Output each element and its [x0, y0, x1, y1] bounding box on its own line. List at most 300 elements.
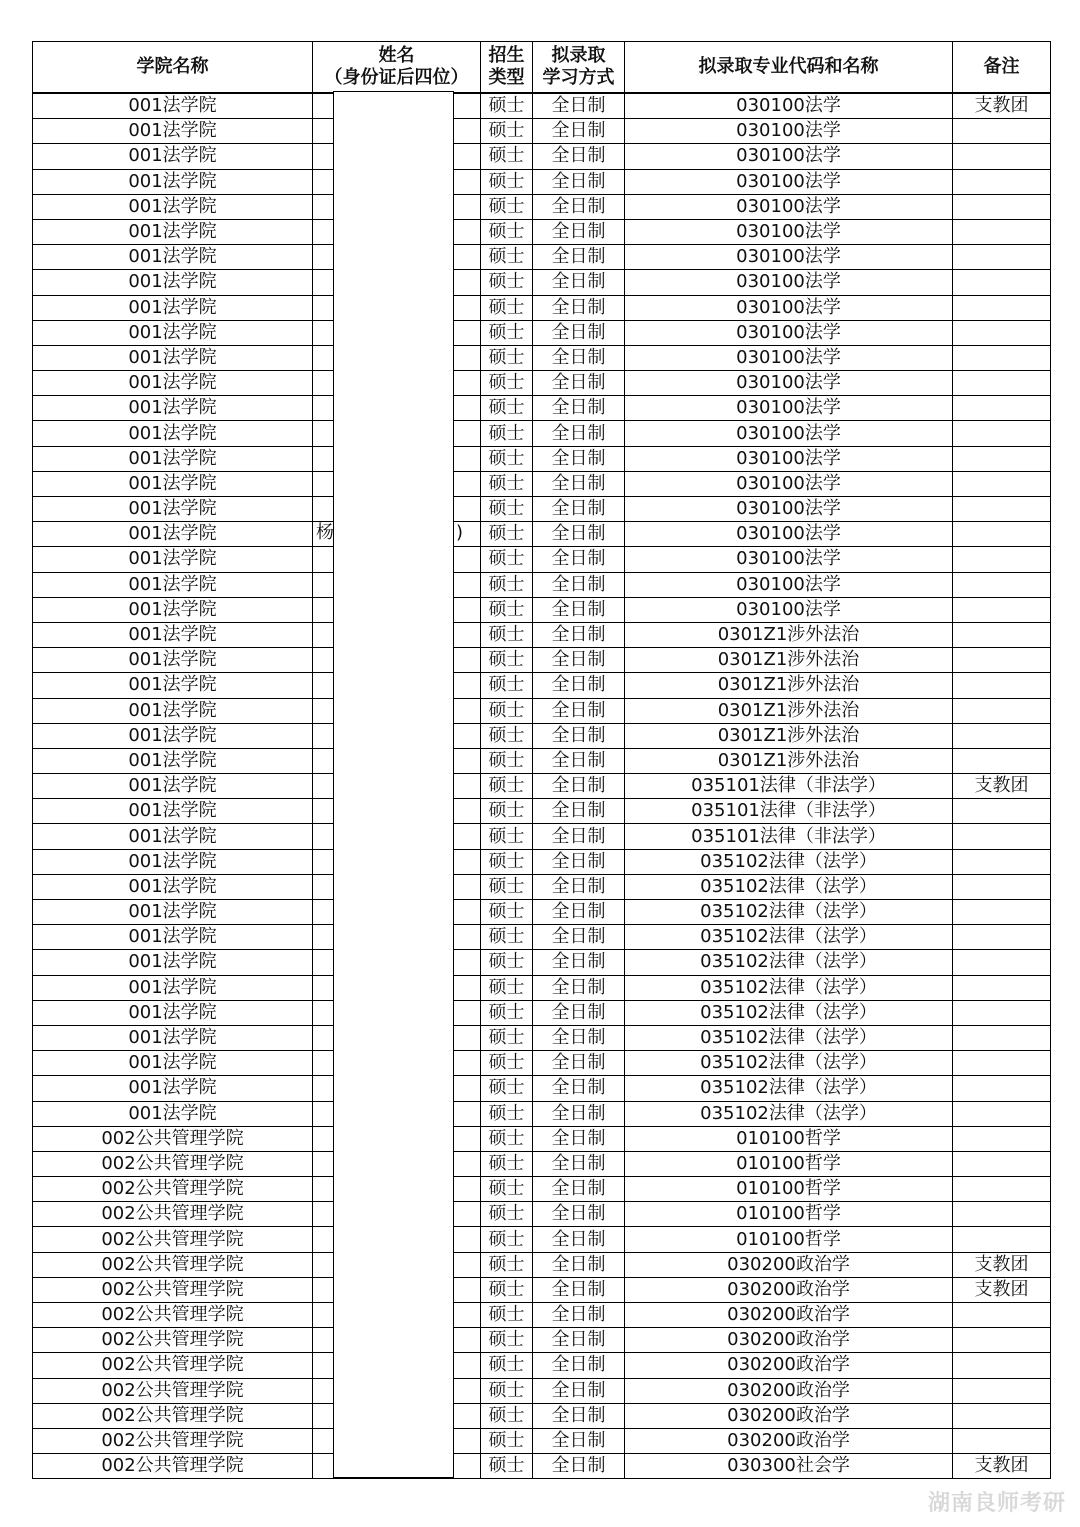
- table-row: [33, 1454, 1051, 1479]
- table-row: [33, 1000, 1051, 1025]
- cell-type: 硕士: [481, 1378, 533, 1403]
- cell-major: 030200政治学: [625, 1403, 953, 1428]
- cell-college: 001法学院: [33, 320, 313, 345]
- table-row: [33, 1378, 1051, 1403]
- table-row: [33, 1303, 1051, 1328]
- header-note: 备注: [953, 42, 1051, 94]
- header-mode: [533, 42, 625, 94]
- cell-college: 002公共管理学院: [33, 1428, 313, 1453]
- cell-mode: 全日制: [533, 1252, 625, 1277]
- table-row: [33, 119, 1051, 144]
- cell-mode: 全日制: [533, 1000, 625, 1025]
- table-row: [33, 219, 1051, 244]
- cell-note: [953, 1025, 1051, 1050]
- cell-college: 001法学院: [33, 698, 313, 723]
- cell-note: [953, 925, 1051, 950]
- cell-college: 002公共管理学院: [33, 1126, 313, 1151]
- cell-major: 030200政治学: [625, 1353, 953, 1378]
- cell-college: 001法学院: [33, 622, 313, 647]
- table-row: [33, 169, 1051, 194]
- cell-major: 0301Z1涉外法治: [625, 748, 953, 773]
- cell-major: 010100哲学: [625, 1126, 953, 1151]
- table-row: [33, 1403, 1051, 1428]
- table-row: [33, 622, 1051, 647]
- cell-major: 0301Z1涉外法治: [625, 622, 953, 647]
- cell-note: [953, 698, 1051, 723]
- cell-major: 035102法律（法学）: [625, 925, 953, 950]
- cell-major: 030200政治学: [625, 1428, 953, 1453]
- cell-type: 硕士: [481, 698, 533, 723]
- cell-type: 硕士: [481, 849, 533, 874]
- cell-note: 支教团: [953, 1454, 1051, 1479]
- cell-mode: 全日制: [533, 1101, 625, 1126]
- cell-college: 001法学院: [33, 975, 313, 1000]
- cell-note: [953, 245, 1051, 270]
- cell-type: 硕士: [481, 1353, 533, 1378]
- cell-mode: 全日制: [533, 799, 625, 824]
- cell-mode: 全日制: [533, 421, 625, 446]
- cell-note: [953, 1177, 1051, 1202]
- cell-note: [953, 194, 1051, 219]
- cell-mode: 全日制: [533, 396, 625, 421]
- name-fragment: 杨: [316, 522, 334, 543]
- cell-note: [953, 874, 1051, 899]
- cell-type: 硕士: [481, 1151, 533, 1176]
- cell-major: 030300社会学: [625, 1454, 953, 1479]
- cell-college: 001法学院: [33, 371, 313, 396]
- cell-major: 030100法学: [625, 93, 953, 119]
- cell-college: 001法学院: [33, 522, 313, 547]
- table-row: [33, 1101, 1051, 1126]
- table-row: [33, 799, 1051, 824]
- cell-major: 035102法律（法学）: [625, 1025, 953, 1050]
- cell-major: 030100法学: [625, 396, 953, 421]
- cell-type: 硕士: [481, 673, 533, 698]
- cell-mode: 全日制: [533, 1303, 625, 1328]
- cell-major: 010100哲学: [625, 1227, 953, 1252]
- cell-college: 001法学院: [33, 421, 313, 446]
- table-row: [33, 673, 1051, 698]
- cell-college: 001法学院: [33, 471, 313, 496]
- cell-major: 030100法学: [625, 270, 953, 295]
- cell-major: 030100法学: [625, 497, 953, 522]
- table-row: [33, 1025, 1051, 1050]
- cell-type: 硕士: [481, 1000, 533, 1025]
- cell-type: 硕士: [481, 446, 533, 471]
- header-type: [481, 42, 533, 94]
- cell-type: 硕士: [481, 320, 533, 345]
- cell-mode: 全日制: [533, 824, 625, 849]
- cell-major: 030100法学: [625, 421, 953, 446]
- cell-note: [953, 1000, 1051, 1025]
- cell-college: 002公共管理学院: [33, 1177, 313, 1202]
- cell-college: 002公共管理学院: [33, 1353, 313, 1378]
- cell-college: 001法学院: [33, 597, 313, 622]
- cell-major: 030100法学: [625, 471, 953, 496]
- cell-major: 030100法学: [625, 446, 953, 471]
- cell-college: 001法学院: [33, 900, 313, 925]
- cell-mode: 全日制: [533, 1076, 625, 1101]
- table-row: [33, 1151, 1051, 1176]
- cell-mode: 全日制: [533, 471, 625, 496]
- cell-major: 030100法学: [625, 572, 953, 597]
- cell-major: 035102法律（法学）: [625, 849, 953, 874]
- cell-type: 硕士: [481, 1277, 533, 1302]
- cell-college: 001法学院: [33, 295, 313, 320]
- cell-college: 001法学院: [33, 497, 313, 522]
- cell-college: 001法学院: [33, 774, 313, 799]
- cell-mode: 全日制: [533, 648, 625, 673]
- cell-type: 硕士: [481, 748, 533, 773]
- cell-major: 030100法学: [625, 169, 953, 194]
- cell-note: [953, 446, 1051, 471]
- table-row: [33, 874, 1051, 899]
- table-row: [33, 446, 1051, 471]
- cell-college: 001法学院: [33, 93, 313, 119]
- cell-type: 硕士: [481, 497, 533, 522]
- cell-college: 001法学院: [33, 824, 313, 849]
- cell-type: 硕士: [481, 421, 533, 446]
- cell-major: 030100法学: [625, 345, 953, 370]
- cell-type: 硕士: [481, 1428, 533, 1453]
- cell-college: 002公共管理学院: [33, 1378, 313, 1403]
- cell-type: 硕士: [481, 345, 533, 370]
- cell-mode: 全日制: [533, 597, 625, 622]
- cell-mode: 全日制: [533, 1454, 625, 1479]
- cell-type: 硕士: [481, 1328, 533, 1353]
- table-row: [33, 950, 1051, 975]
- cell-note: [953, 1202, 1051, 1227]
- cell-college: 001法学院: [33, 849, 313, 874]
- table-row: [33, 93, 1051, 119]
- cell-college: 001法学院: [33, 245, 313, 270]
- table-row: [33, 1202, 1051, 1227]
- cell-major: 030100法学: [625, 144, 953, 169]
- cell-note: [953, 849, 1051, 874]
- cell-mode: 全日制: [533, 270, 625, 295]
- table-row: [33, 975, 1051, 1000]
- cell-mode: 全日制: [533, 1051, 625, 1076]
- name-fragment-paren: ): [456, 522, 464, 543]
- cell-type: 硕士: [481, 1252, 533, 1277]
- header-major: 拟录取专业代码和名称: [625, 42, 953, 94]
- cell-college: 002公共管理学院: [33, 1454, 313, 1479]
- table-row: [33, 320, 1051, 345]
- cell-mode: 全日制: [533, 320, 625, 345]
- header-college: 学院名称: [33, 42, 313, 94]
- cell-college: 001法学院: [33, 950, 313, 975]
- cell-major: 035102法律（法学）: [625, 1051, 953, 1076]
- table-row: [33, 522, 1051, 547]
- cell-mode: 全日制: [533, 93, 625, 119]
- cell-type: 硕士: [481, 245, 533, 270]
- cell-note: 支教团: [953, 1277, 1051, 1302]
- cell-mode: 全日制: [533, 698, 625, 723]
- cell-note: [953, 295, 1051, 320]
- cell-college: 001法学院: [33, 874, 313, 899]
- cell-mode: 全日制: [533, 1428, 625, 1453]
- table-row: [33, 597, 1051, 622]
- cell-college: 001法学院: [33, 1051, 313, 1076]
- cell-major: 030100法学: [625, 547, 953, 572]
- cell-major: 0301Z1涉外法治: [625, 648, 953, 673]
- cell-major: 0301Z1涉外法治: [625, 698, 953, 723]
- cell-college: 001法学院: [33, 169, 313, 194]
- cell-type: 硕士: [481, 471, 533, 496]
- cell-note: [953, 1076, 1051, 1101]
- cell-major: 035102法律（法学）: [625, 1000, 953, 1025]
- cell-college: 001法学院: [33, 547, 313, 572]
- cell-mode: 全日制: [533, 849, 625, 874]
- cell-major: 030100法学: [625, 371, 953, 396]
- cell-note: [953, 1353, 1051, 1378]
- cell-note: [953, 169, 1051, 194]
- cell-type: 硕士: [481, 1025, 533, 1050]
- table-row: [33, 925, 1051, 950]
- cell-type: 硕士: [481, 93, 533, 119]
- cell-college: 001法学院: [33, 194, 313, 219]
- cell-note: [953, 900, 1051, 925]
- cell-mode: 全日制: [533, 119, 625, 144]
- cell-major: 030100法学: [625, 219, 953, 244]
- cell-college: 001法学院: [33, 119, 313, 144]
- header-mode-line2: 学习方式: [542, 67, 615, 88]
- cell-note: [953, 219, 1051, 244]
- cell-major: 035102法律（法学）: [625, 950, 953, 975]
- table-row: [33, 547, 1051, 572]
- cell-type: 硕士: [481, 799, 533, 824]
- table-row: [33, 1051, 1051, 1076]
- cell-mode: 全日制: [533, 345, 625, 370]
- table-row: [33, 774, 1051, 799]
- cell-major: 035101法律（非法学）: [625, 824, 953, 849]
- cell-note: [953, 345, 1051, 370]
- header-type-line1: 招生: [488, 45, 525, 66]
- cell-college: 001法学院: [33, 345, 313, 370]
- cell-type: 硕士: [481, 925, 533, 950]
- cell-college: 001法学院: [33, 799, 313, 824]
- cell-type: 硕士: [481, 547, 533, 572]
- cell-major: 0301Z1涉外法治: [625, 673, 953, 698]
- cell-college: 001法学院: [33, 648, 313, 673]
- cell-type: 硕士: [481, 622, 533, 647]
- cell-note: [953, 622, 1051, 647]
- cell-note: [953, 597, 1051, 622]
- cell-college: 002公共管理学院: [33, 1328, 313, 1353]
- cell-mode: 全日制: [533, 900, 625, 925]
- cell-type: 硕士: [481, 169, 533, 194]
- table-row: [33, 345, 1051, 370]
- header-type-line2: 类型: [488, 67, 525, 88]
- cell-college: 001法学院: [33, 673, 313, 698]
- cell-college: 001法学院: [33, 572, 313, 597]
- admission-table: [32, 41, 1051, 1479]
- table-row: [33, 572, 1051, 597]
- cell-type: 硕士: [481, 522, 533, 547]
- cell-mode: 全日制: [533, 874, 625, 899]
- table-row: [33, 698, 1051, 723]
- cell-college: 002公共管理学院: [33, 1227, 313, 1252]
- header-name-line1: 姓名: [378, 45, 415, 66]
- cell-type: 硕士: [481, 1076, 533, 1101]
- table-row: [33, 497, 1051, 522]
- table-row: [33, 748, 1051, 773]
- header-mode-line1: 拟录取: [551, 45, 606, 66]
- cell-note: [953, 144, 1051, 169]
- cell-mode: 全日制: [533, 1353, 625, 1378]
- cell-mode: 全日制: [533, 1328, 625, 1353]
- cell-college: 002公共管理学院: [33, 1277, 313, 1302]
- cell-college: 001法学院: [33, 396, 313, 421]
- cell-note: [953, 1227, 1051, 1252]
- cell-type: 硕士: [481, 396, 533, 421]
- cell-type: 硕士: [481, 270, 533, 295]
- cell-type: 硕士: [481, 1303, 533, 1328]
- name-redaction-box: [333, 91, 454, 1478]
- watermark: 湖南良师考研: [927, 1491, 1066, 1516]
- cell-note: [953, 1101, 1051, 1126]
- table-row: [33, 1328, 1051, 1353]
- cell-type: 硕士: [481, 1177, 533, 1202]
- cell-type: 硕士: [481, 597, 533, 622]
- table-row: [33, 723, 1051, 748]
- cell-major: 010100哲学: [625, 1177, 953, 1202]
- cell-type: 硕士: [481, 144, 533, 169]
- table-row: [33, 1126, 1051, 1151]
- cell-type: 硕士: [481, 874, 533, 899]
- cell-note: [953, 421, 1051, 446]
- cell-note: [953, 572, 1051, 597]
- cell-college: 001法学院: [33, 925, 313, 950]
- cell-college: 001法学院: [33, 1101, 313, 1126]
- cell-mode: 全日制: [533, 950, 625, 975]
- cell-mode: 全日制: [533, 547, 625, 572]
- cell-note: [953, 522, 1051, 547]
- table-row: [33, 194, 1051, 219]
- cell-note: [953, 1328, 1051, 1353]
- cell-mode: 全日制: [533, 169, 625, 194]
- header-name-line2: （身份证后四位）: [324, 67, 469, 88]
- table-row: [33, 1353, 1051, 1378]
- cell-note: [953, 497, 1051, 522]
- cell-mode: 全日制: [533, 975, 625, 1000]
- cell-type: 硕士: [481, 1051, 533, 1076]
- cell-mode: 全日制: [533, 1403, 625, 1428]
- cell-major: 030100法学: [625, 295, 953, 320]
- table-row: [33, 245, 1051, 270]
- cell-mode: 全日制: [533, 572, 625, 597]
- cell-note: [953, 320, 1051, 345]
- table-row: [33, 1252, 1051, 1277]
- cell-type: 硕士: [481, 900, 533, 925]
- cell-type: 硕士: [481, 295, 533, 320]
- cell-mode: 全日制: [533, 1177, 625, 1202]
- cell-type: 硕士: [481, 572, 533, 597]
- cell-major: 030200政治学: [625, 1252, 953, 1277]
- cell-note: [953, 270, 1051, 295]
- cell-note: [953, 723, 1051, 748]
- table-row: [33, 270, 1051, 295]
- cell-mode: 全日制: [533, 497, 625, 522]
- cell-note: [953, 950, 1051, 975]
- cell-type: 硕士: [481, 1454, 533, 1479]
- cell-note: [953, 673, 1051, 698]
- table-row: [33, 648, 1051, 673]
- cell-college: 001法学院: [33, 144, 313, 169]
- cell-mode: 全日制: [533, 774, 625, 799]
- cell-mode: 全日制: [533, 1126, 625, 1151]
- table-body: [33, 93, 1051, 1479]
- table-row: [33, 1227, 1051, 1252]
- cell-mode: 全日制: [533, 295, 625, 320]
- cell-note: 支教团: [953, 774, 1051, 799]
- cell-note: [953, 471, 1051, 496]
- cell-college: 002公共管理学院: [33, 1303, 313, 1328]
- cell-college: 001法学院: [33, 1000, 313, 1025]
- cell-mode: 全日制: [533, 446, 625, 471]
- cell-mode: 全日制: [533, 522, 625, 547]
- cell-type: 硕士: [481, 1227, 533, 1252]
- cell-major: 035101法律（非法学）: [625, 799, 953, 824]
- table-row: [33, 1076, 1051, 1101]
- cell-type: 硕士: [481, 950, 533, 975]
- cell-major: 035102法律（法学）: [625, 1076, 953, 1101]
- cell-major: 030100法学: [625, 320, 953, 345]
- cell-type: 硕士: [481, 774, 533, 799]
- cell-note: [953, 1403, 1051, 1428]
- cell-note: [953, 1428, 1051, 1453]
- table-row: [33, 900, 1051, 925]
- table-row: [33, 295, 1051, 320]
- cell-college: 001法学院: [33, 748, 313, 773]
- cell-note: [953, 799, 1051, 824]
- cell-major: 030100法学: [625, 597, 953, 622]
- cell-mode: 全日制: [533, 1277, 625, 1302]
- cell-mode: 全日制: [533, 219, 625, 244]
- table-row: [33, 396, 1051, 421]
- cell-college: 001法学院: [33, 1076, 313, 1101]
- cell-type: 硕士: [481, 975, 533, 1000]
- cell-note: [953, 648, 1051, 673]
- cell-mode: 全日制: [533, 1151, 625, 1176]
- cell-major: 030200政治学: [625, 1303, 953, 1328]
- cell-major: 030100法学: [625, 119, 953, 144]
- cell-type: 硕士: [481, 194, 533, 219]
- cell-type: 硕士: [481, 371, 533, 396]
- table-row: [33, 144, 1051, 169]
- cell-college: 002公共管理学院: [33, 1151, 313, 1176]
- cell-mode: 全日制: [533, 1227, 625, 1252]
- cell-college: 001法学院: [33, 1025, 313, 1050]
- cell-mode: 全日制: [533, 723, 625, 748]
- cell-note: [953, 1151, 1051, 1176]
- cell-note: [953, 119, 1051, 144]
- cell-note: 支教团: [953, 1252, 1051, 1277]
- table-row: [33, 371, 1051, 396]
- cell-type: 硕士: [481, 723, 533, 748]
- cell-major: 035102法律（法学）: [625, 1101, 953, 1126]
- cell-mode: 全日制: [533, 622, 625, 647]
- cell-mode: 全日制: [533, 748, 625, 773]
- header-row: [33, 42, 1051, 94]
- cell-mode: 全日制: [533, 925, 625, 950]
- cell-type: 硕士: [481, 119, 533, 144]
- cell-mode: 全日制: [533, 194, 625, 219]
- table-row: [33, 849, 1051, 874]
- cell-major: 030200政治学: [625, 1378, 953, 1403]
- cell-major: 030100法学: [625, 245, 953, 270]
- cell-type: 硕士: [481, 1202, 533, 1227]
